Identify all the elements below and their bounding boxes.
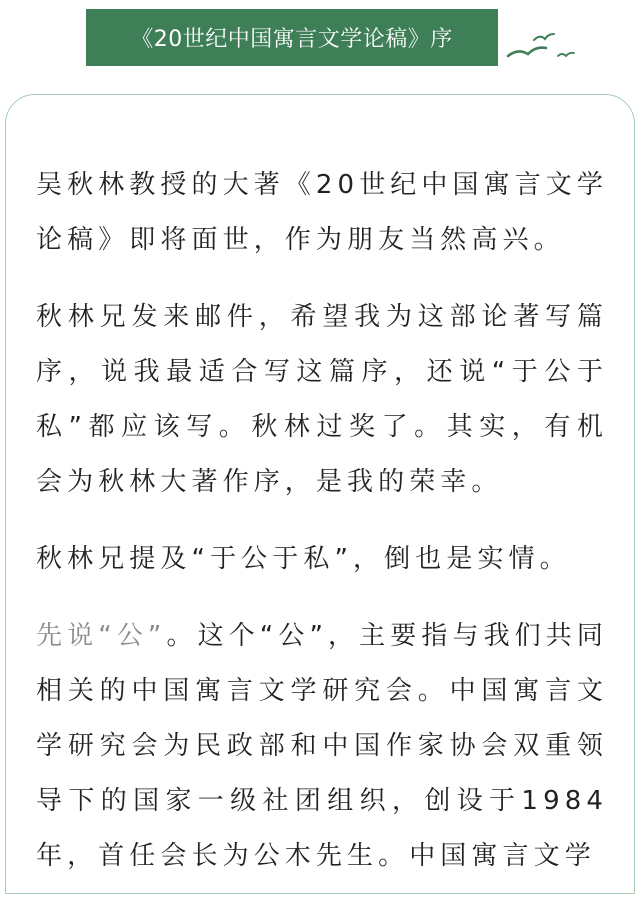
paragraph-4 [36, 609, 608, 884]
birds-icon [500, 22, 590, 70]
article-title: 《20世纪中国寓言文学论稿》序 [131, 27, 453, 52]
paragraph-3: 秋林兄提及“于公于私”，倒也是实情。 [36, 544, 571, 574]
paragraph-4-lead: 先说“公” [36, 621, 167, 651]
title-banner [86, 9, 498, 66]
paragraph-2: 秋林兄发来邮件，希望我为这部论著写篇序，说我最适合写这篇序，还说“于公于私”都应该写。秋林过奖了。其实，有机会为秋林大著作序，是我的荣幸。 [36, 302, 608, 497]
article-body [36, 158, 608, 906]
paragraph-1: 吴秋林教授的大著《20世纪中国寓言文学论稿》即将面世，作为朋友当然高兴。 [36, 170, 608, 255]
paragraph-4-text: 。这个“公”，主要指与我们共同相关的中国寓言文学研究会。中国寓言文学研究会为民政部和中国作家协会双重领导下的国家一级社团组织，创设于1984年，首任会长为公木先生。中国寓言文学 [36, 621, 608, 871]
